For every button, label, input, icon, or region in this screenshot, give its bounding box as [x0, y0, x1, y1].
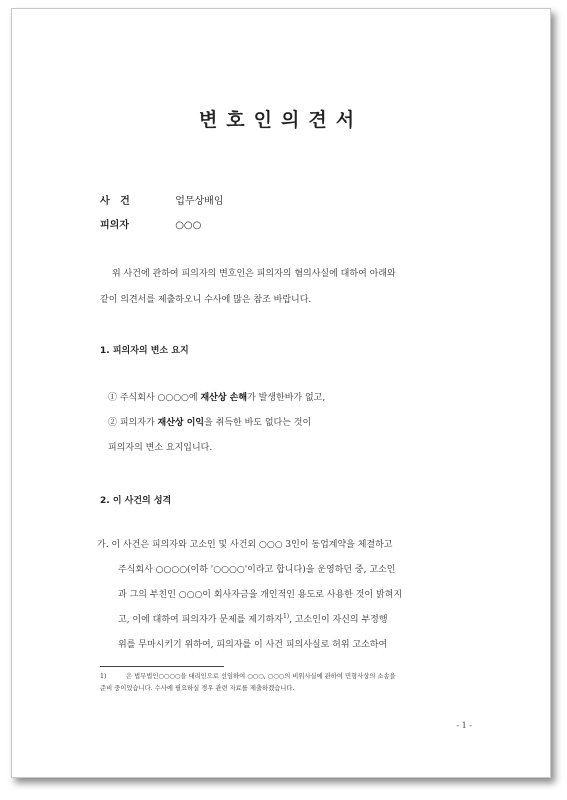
page-number: - 1 -: [456, 721, 472, 730]
item-2-bold: 재산상 이익: [157, 418, 205, 428]
para-ga-line-4-rest: , 고소인이 자신의 부정행: [289, 615, 388, 625]
para-ga-line-1: 가. 이 사건은 피의자와 고소인 및 사건외 ○○○ 3인이 동업계약을 체결하고: [97, 540, 393, 550]
footnote-line-1: 은 법무법인○○○○을 대리인으로 선임하여 ○○○, ○○○의 비위사실에 관하여 민형사상의 소송을: [126, 673, 396, 680]
item-1-prefix: ① 주식회사 ○○○○에: [108, 393, 201, 403]
document-title: 변호인의견서: [198, 109, 364, 131]
footnote-reference[interactable]: 1): [282, 613, 290, 620]
defense-conclusion: 피의자의 변소 요지입니다.: [108, 443, 213, 453]
document-page: [11, 8, 551, 778]
item-1-suffix: 가 발생한바가 없고,: [247, 393, 326, 403]
suspect-row: [100, 216, 201, 231]
item-2-suffix: 을 취득한 바도 없다는 것이: [204, 418, 312, 428]
para-ga-line-4-text: 고, 이에 대하여 피의자가 문제를 제기하자: [118, 615, 283, 625]
para-ga-line-5: 위를 무마시키기 위하여, 피의자를 이 사건 피의사실로 허위 고소하여: [118, 640, 388, 650]
footnote-line-2: 준비 중이었습니다. 수사에 필요하실 경우 관련 자료를 제출하겠습니다.: [100, 685, 295, 692]
suspect-label: 피의자: [100, 220, 129, 231]
item-1-bold: 재산상 손해: [200, 393, 248, 403]
intro-line-1: 위 사건에 관하여 피의자의 변호인은 피의자의 혐의사실에 대하여 아래와: [112, 269, 396, 279]
para-ga-line-2: 주식회사 ○○○○(이하 '○○○○'이라고 합니다)을 운영하던 중, 고소인: [118, 565, 396, 575]
para-ga-line-4: [118, 612, 388, 625]
suspect-value: ○○○: [175, 220, 202, 231]
defense-item-1: [108, 390, 325, 403]
intro-paragraph: [100, 261, 472, 313]
section-2-heading: 2. 이 사건의 성격: [100, 496, 172, 506]
intro-line-2: 같이 의견서를 제출하오니 수사에 많은 참조 바랍니다.: [100, 295, 312, 305]
section-1-heading: 1. 피의자의 변소 요지: [100, 346, 189, 356]
footnote-divider: [100, 666, 224, 667]
case-value: 업무상배임: [175, 196, 224, 207]
case-row: [100, 192, 224, 207]
footnote: [100, 671, 480, 695]
para-ga-line-3: 과 그의 부친인 ○○○이 회사자금을 개인적인 용도로 사용한 것이 밝혀지: [118, 590, 403, 600]
item-2-prefix: ② 피의자가: [108, 418, 158, 428]
defense-item-2: [108, 415, 311, 428]
case-label: 사 건: [100, 196, 130, 207]
footnote-marker: 1): [100, 673, 107, 680]
